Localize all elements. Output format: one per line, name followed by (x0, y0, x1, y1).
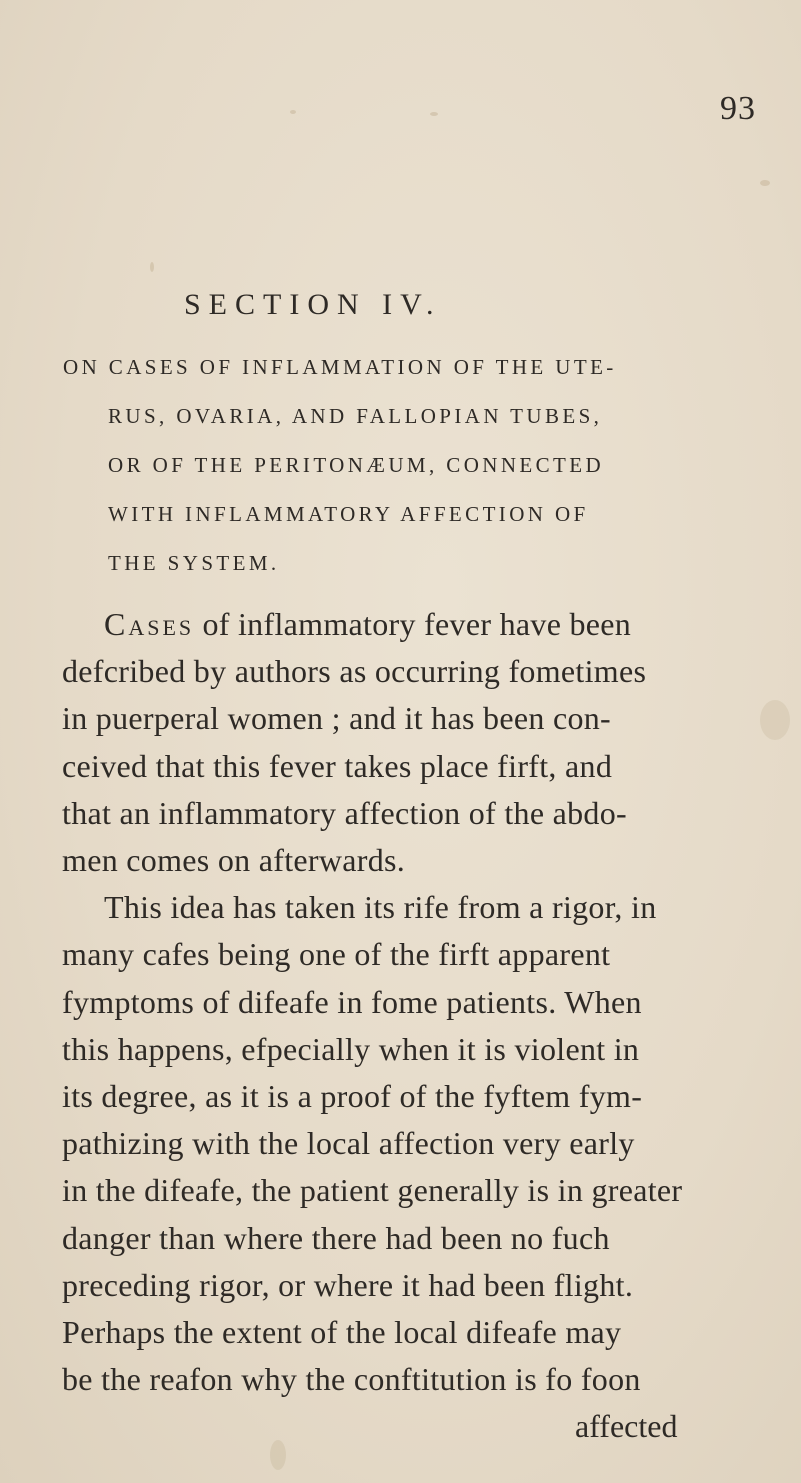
subtitle-line: WITH INFLAMMATORY AFFECTION OF (108, 502, 589, 526)
body-line: preceding rigor, or where it had been flight. (62, 1266, 634, 1303)
subtitle-line: ON CASES OF INFLAMMATION OF THE UTE- (63, 355, 617, 379)
section-heading: SECTION IV. (184, 288, 442, 321)
body-line: this happens, efpecially when it is violent in (62, 1030, 640, 1067)
body-line: be the reafon why the conftitution is fo foon (62, 1361, 641, 1398)
body-line: fymptoms of difeafe in fome patients. When (62, 983, 642, 1020)
subtitle-line: OR OF THE PERITONÆUM, CONNECTED (108, 453, 605, 477)
catchword: affected (575, 1408, 678, 1445)
subtitle-line: THE SYSTEM. (108, 551, 280, 575)
body-line: in the difeafe, the patient generally is in greater (62, 1172, 683, 1209)
body-line: that an inflammatory affection of the abdo- (62, 794, 627, 831)
body-line: danger than where there had been no fuch (62, 1219, 610, 1256)
body-line: many cafes being one of the firft apparent (62, 936, 611, 973)
page-number: 93 (720, 90, 756, 127)
body-line: pathizing with the local affection very early (62, 1125, 635, 1162)
body-line: Cases of inflammatory fever have been (104, 606, 632, 642)
body-line: Perhaps the extent of the local difeafe may (62, 1314, 622, 1350)
body-line: ceived that this fever takes place firft, and (62, 747, 613, 784)
body-line: men comes on afterwards. (62, 842, 406, 878)
body-line: in puerperal women ; and it has been con- (62, 700, 612, 737)
drop-word: Cases (104, 606, 195, 642)
body-line: This idea has taken its rife from a rigor, in (104, 889, 657, 926)
body-line: defcribed by authors as occurring fometimes (62, 653, 647, 690)
subtitle-line: RUS, OVARIA, AND FALLOPIAN TUBES, (108, 404, 603, 428)
body-line: its degree, as it is a proof of the fyftem fym- (62, 1078, 643, 1114)
